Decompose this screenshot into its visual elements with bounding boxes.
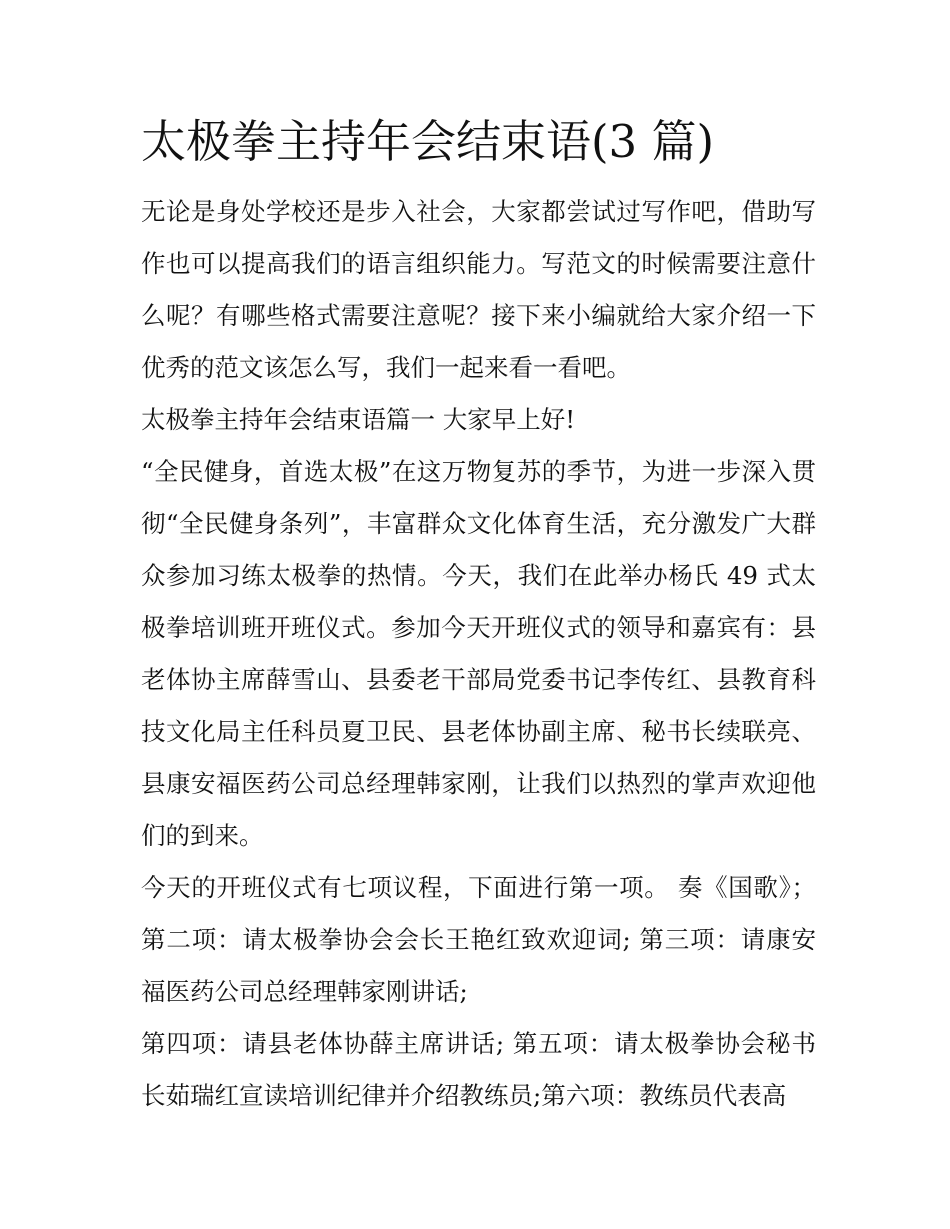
document-title: 太极拳主持年会结束语(3 篇): [141, 115, 715, 168]
document-page: [141, 110, 816, 1122]
opening-paragraph: “全民健身，首选太极”在这万物复苏的季节，为进一步深入贯彻“全民健身条列”，丰富群众文化体育生活，充分激发广大群众参加习练太极拳的热情。今天，我们在此举办杨氏 49 式太极拳培训班开班仪式。参加今天开班仪式的领导和嘉宾有：县老体协主席薛雪山、县委老干部局党委书记李传红、县教育科技文化局主任科员夏卫民、县老体协副主席、秘书长续联亮、县康安福医药公司总经理韩家刚，让我们以热烈的掌声欢迎他们的到来。: [141, 457, 816, 850]
section-heading-paragraph: 太极拳主持年会结束语篇一 大家早上好!: [141, 405, 576, 434]
intro-paragraph: 无论是身处学校还是步入社会，大家都尝试过写作吧，借助写作也可以提高我们的语言组织能力。写范文的时候需要注意什么呢？有哪些格式需要注意呢？接下来小编就给大家介绍一下优秀的范文该怎么写，我们一起来看一看吧。: [141, 197, 816, 382]
agenda-paragraph: 今天的开班仪式有七项议程，下面进行第一项。 奏《国歌》；第二项：请太极拳协会会长王艳红致欢迎词; 第三项：请康安福医药公司总经理韩家刚讲话;: [141, 873, 816, 1006]
agenda-continued-paragraph: 第四项：请县老体协薛主席讲话; 第五项：请太极拳协会秘书长茹瑞红宣读培训纪律并介绍教练员;第六项：教练员代表高: [141, 1029, 816, 1110]
